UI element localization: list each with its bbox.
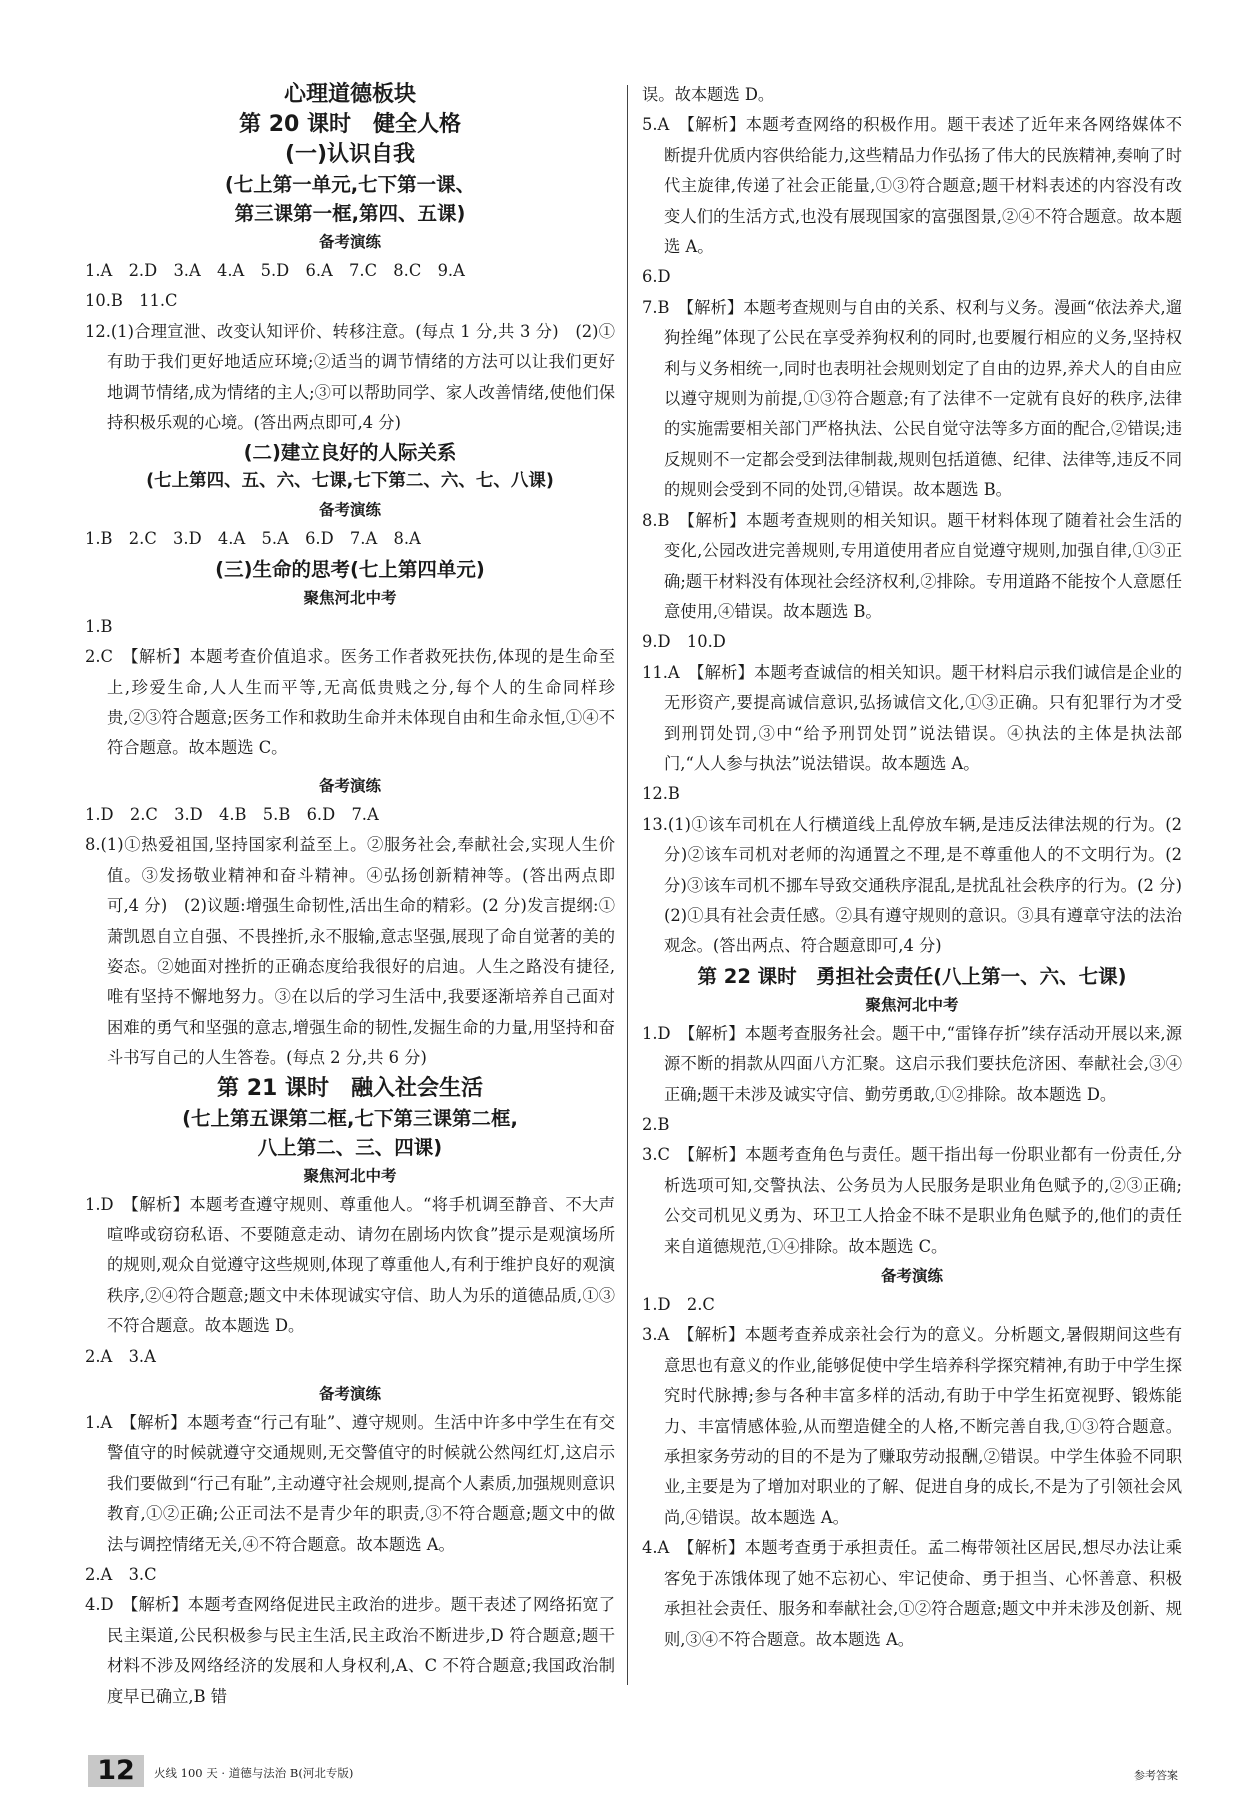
answer-item: 1.D 2.C xyxy=(642,1295,715,1315)
answer-item: 9.D 10.D xyxy=(642,632,726,652)
subheading: 备考演练 xyxy=(318,233,381,251)
subheading: 聚焦河北中考 xyxy=(865,995,959,1014)
subheading: 聚焦河北中考 xyxy=(303,1166,397,1185)
right-column xyxy=(642,80,1199,1655)
page-footer xyxy=(88,1755,1188,1795)
column-divider xyxy=(627,85,628,1685)
book-title: 火线 100 天 · 道德与法治 B(河北专版) xyxy=(154,1766,354,1780)
lesson-21-range: (七上第五课第二框,七下第三课第二框, xyxy=(182,1106,518,1130)
answer-item: 6.D xyxy=(642,267,671,287)
subheading: 备考演练 xyxy=(880,1267,943,1286)
answer-item: 12.B xyxy=(642,784,680,804)
answer-item: 3.C 【解析】本题考查角色与责任。题干指出每一份职业都有一份责任,分析选项可知,交警执法、公务员为人民服务是职业角色赋予的,②③正确;公交司机见义勇为、环卫工人拾金不昧不是职业角色赋予的,他们的责任来自道德规范,①④排除。故本题选 C。 xyxy=(642,1145,1182,1256)
answer-item: 7.B 【解析】本题考查规则与自由的关系、权利与义务。漫画“依法养犬,遛狗拴绳”体现了公民在享受养狗权利的同时,也要履行相应的义务,坚持权利与义务相统一,同时也表明社会规则划定了自由的边界,养犬人的自由应以遵守规则为前提,①③符合题意;有了法律不一定就有良好的秩序,法律的实施需要相关部门严格执法、公民自觉守法等多方面的配合,②错误;违反规则不一定都会受到法律制裁,规则包括道德、纪律、法律等,违反不同的规则会受到不同的处罚,④错误。故本题选 B。 xyxy=(642,297,1182,500)
answer-item: 误。故本题选 D。 xyxy=(642,85,775,104)
page-number: 12 xyxy=(88,1755,144,1787)
answer-item: 11.A 【解析】本题考查诚信的相关知识。题干材料启示我们诚信是企业的无形资产,要提高诚信意识,弘扬诚信文化,①③正确。只有犯罪行为才受到刑罚处罚,③中“给予刑罚处罚”说法错误。④执法的主体是执法部门,“人人参与执法”说法错误。故本题选 A。 xyxy=(642,662,1182,773)
answer-item: 8.B 【解析】本题考查规则的相关知识。题干材料体现了随着社会生活的变化,公园改进完善规则,专用道使用者应自觉遵守规则,加强自律,①③正确;题干材料没有体现社会经济权利,②排除。专用道路不能按个人意愿任意使用,④错误。故本题选 B。 xyxy=(642,510,1182,621)
section-label: 参考答案 xyxy=(1134,1769,1178,1782)
part1-range: (七上第一单元,七下第一课、 xyxy=(224,173,476,196)
answer-item: 13.(1)①该车司机在人行横道线上乱停放车辆,是违反法律法规的行为。(2 分)②该车司机对老师的沟通置之不理,是不尊重他人的不文明行为。(2 分)③该车司机不挪车导致交通秩序混乱,是扰乱社会秩序的行为。(2 分) (2)①具有社会责任感。②具有遵守规则的意识。③具有遵章守法的法治观念。(答出两点、符合题意即可,4 分) xyxy=(642,814,1199,956)
part3-title: (三)生命的思考(七上第四单元) xyxy=(215,557,485,581)
subheading: 聚焦河北中考 xyxy=(303,588,397,607)
left-column xyxy=(85,80,615,1712)
answer-item: 1.B 2.C 3.D 4.A 5.A 6.D 7.A 8.A xyxy=(85,529,421,549)
answer-item: 12.(1)合理宣泄、改变认知评价、转移注意。(每点 1 分,共 3 分) (2)①有助于我们更好地适应环境;②适当的调节情绪的方法可以让我们更好地调节情绪,成为情绪的主人;③可以帮助同学、家人改善情绪,使他们保持积极乐观的心境。(答出两点即可,4 分) xyxy=(85,321,615,433)
lesson-20-title: 第 20 课时 健全人格 xyxy=(239,112,461,137)
answer-item: 2.B xyxy=(642,1115,670,1134)
answer-item: 1.B xyxy=(85,616,113,636)
subheading: 备考演练 xyxy=(318,776,381,795)
answer-item: 1.A 【解析】本题考查“行己有耻”、遵守规则。生活中许多中学生在有交警值守的时候就遵守交通规则,无交警值守的时候就公然闯红灯,这启示我们要做到“行己有耻”,主动遵守社会规则,提高个人素质,加强规则意识教育,①②正确;公正司法不是青少年的职责,③不符合题意;题文中的做法与调控情绪无关,④不符合题意。故本题选 A。 xyxy=(85,1412,615,1554)
part2-title: (二)建立良好的人际关系 xyxy=(243,441,457,465)
answer-item: 2.C 【解析】本题考查价值追求。医务工作者救死扶伤,体现的是生命至上,珍爱生命,人人生而平等,无高低贵贱之分,每个人的生命同样珍贵,②③符合题意;医务工作和救助生命并未体现自由和生命永恒,①④不符合题意。故本题选 C。 xyxy=(85,647,615,758)
lesson-22-title: 第 22 课时 勇担社会责任(八上第一、六、七课) xyxy=(697,964,1127,988)
lesson-21-title: 第 21 课时 融入社会生活 xyxy=(217,1075,483,1101)
part2-range: (七上第四、五、六、七课,七下第二、六、七、八课) xyxy=(146,471,554,492)
answer-item: 1.D 2.C 3.D 4.B 5.B 6.D 7.A xyxy=(85,804,379,824)
lesson-21-range: 八上第二、三、四课) xyxy=(257,1135,443,1159)
section-title: 心理道德板块 xyxy=(283,82,416,107)
part1-title: (一)认识自我 xyxy=(284,142,416,167)
subheading: 备考演练 xyxy=(318,1384,381,1403)
subheading: 备考演练 xyxy=(318,501,381,520)
answer-item: 1.D 【解析】本题考查遵守规则、尊重他人。“将手机调至静音、不大声喧哗或窃窃私语、不要随意走动、请勿在剧场内饮食”提示是观演场所的规则,观众自觉遵守这些规则,体现了尊重他人,有利于维护良好的观演秩序,②④符合题意;题文中未体现诚实守信、助人为乐的道德品质,①③不符合题意。故本题选 D。 xyxy=(85,1194,615,1336)
answer-item: 3.A 【解析】本题考查养成亲社会行为的意义。分析题文,暑假期间这些有意思也有意义的作业,能够促使中学生培养科学探究精神,有助于中学生探究时代脉搏;参与各种丰富多样的活动,有助于中学生拓宽视野、锻炼能力、丰富情感体验,从而塑造健全的人格,不断完善自我,①③符合题意。承担家务劳动的目的不是为了赚取劳动报酬,②错误。中学生体验不同职业,主要是为了增加对职业的了解、促进自身的成长,不是为了引领社会风尚,④错误。故本题选 A。 xyxy=(642,1325,1182,1527)
part1-range: 第三课第一框,第四、五课) xyxy=(234,202,466,225)
answer-item: 4.A 【解析】本题考查勇于承担责任。孟二梅带领社区居民,想尽办法让乘客免于冻饿体现了她不忘初心、牢记使命、勇于担当、心怀善意、积极承担社会责任、服务和奉献社会,①②符合题意;题文中并未涉及创新、规则,③④不符合题意。故本题选 A。 xyxy=(642,1538,1182,1649)
answer-item: 5.A 【解析】本题考查网络的积极作用。题干表述了近年来各网络媒体不断提升优质内容供给能力,这些精品力作弘扬了伟大的民族精神,奏响了时代主旋律,传递了社会正能量,①③符合题意;题干材料表述的内容没有改变人们的生活方式,也没有展现国家的富强图景,②④不符合题意。故本题选 A。 xyxy=(642,115,1182,257)
answer-item: 2.A 3.C xyxy=(85,1565,157,1584)
answer-item: 10.B 11.C xyxy=(85,291,178,311)
answer-item: 2.A 3.A xyxy=(85,1346,156,1366)
answer-item: 1.A 2.D 3.A 4.A 5.D 6.A 7.C 8.C 9.A xyxy=(85,261,465,280)
answer-item: 8.(1)①热爱祖国,坚持国家利益至上。②服务社会,奉献社会,实现人生价值。③发扬敬业精神和奋斗精神。④弘扬创新精神等。(答出两点即可,4 分) (2)议题:增强生命韧性,活出生命的精彩。(2 分)发言提纲:①萧凯恩自立自强、不畏挫折,永不服输,意志坚强,展现了命自觉著的美的姿态。②她面对挫折的正确态度给我很好的启迪。人生之路没有捷径,唯有坚持不懈地努力。③在以后的学习生活中,我要逐渐培养自己面对困难的勇气和坚强的意志,增强生命的韧性,发掘生命的力量,用坚持和奋斗书写自己的人生答卷。(每点 2 分,共 6 分) xyxy=(85,835,615,1068)
answer-item: 1.D 【解析】本题考查服务社会。题干中,“雷锋存折”续存活动开展以来,源源不断的捐款从四面八方汇聚。这启示我们要扶危济困、奉献社会,③④正确;题干未涉及诚实守信、勤劳勇敢,①②排除。故本题选 D。 xyxy=(642,1023,1182,1104)
answer-item: 4.D 【解析】本题考查网络促进民主政治的进步。题干表述了网络拓宽了民主渠道,公民积极参与民主生活,民主政治不断进步,D 符合题意;题干材料不涉及网络经济的发展和人身权利,A、C 不符合题意;我国政治制度早已确立,B 错 xyxy=(85,1595,615,1706)
